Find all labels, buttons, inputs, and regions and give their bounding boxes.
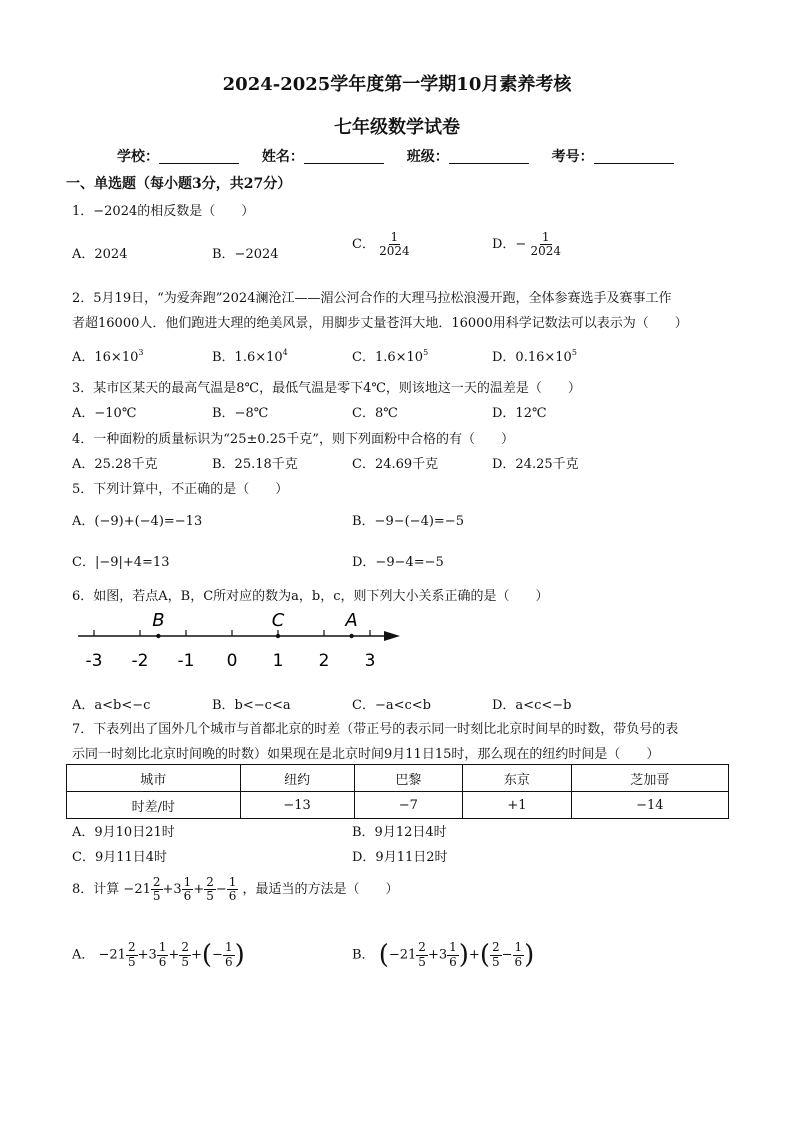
class-field	[407, 146, 529, 166]
q2-option-a-exponent: 3	[138, 348, 144, 357]
q1-option-c-prefix: C．	[352, 237, 375, 253]
q6-option-c: C．−a<c<b	[352, 698, 431, 713]
q6-stem: 6．如图，若点A，B，C所对应的数为a，b，c，则下列大小关系正确的是（ ）	[72, 589, 549, 604]
q2-stem-line2: 者超16000人．他们跑进大理的绝美风景，用脚步丈量苍洱大地．16000用科学记数法可以表示为（ ）	[72, 316, 688, 331]
axis-tick-label: 1	[272, 651, 284, 671]
q4-option-d: D．24.25千克	[492, 457, 579, 472]
q2-option-d	[492, 346, 577, 365]
axis-tick-label: -2	[131, 651, 149, 671]
q3-stem: 3．某市区某天的最高气温是8℃，最低气温是零下4℃，则该地这一天的温差是（ ）	[72, 381, 581, 396]
q1-option-b: B．−2024	[212, 247, 279, 262]
exam-number-label: 考号：	[551, 149, 594, 165]
table-cell: 城市	[67, 765, 241, 792]
q2-option-c-base: C．1.6×10	[352, 350, 424, 365]
axis-tick-label: -1	[177, 651, 195, 671]
class-label: 班级：	[406, 149, 449, 165]
fraction-denominator: 2024	[530, 244, 562, 259]
q6-option-b: B．b<−c<a	[212, 698, 291, 713]
table-cell: −7	[354, 792, 463, 819]
table-cell: 巴黎	[354, 765, 463, 792]
q2-option-c	[352, 346, 428, 365]
q7-option-b: B．9月12日4时	[352, 825, 447, 840]
q8-option-b: B． (−21 $\frac{2}{5}$ +3 $\frac{1}{6}$ )+( $\frac{2}{5}$ − $\frac{1}{6}$ )	[352, 940, 535, 970]
arrow-icon	[384, 631, 400, 641]
q8-option-a: A． −21 $\frac{2}{5}$ +3 $\frac{1}{6}$ + $\frac{2}{5}$ +(− $\frac{1}{6}$ )	[72, 940, 245, 970]
exam-title: 2024-2025学年度第一学期10月素养考核	[222, 74, 572, 95]
point-marker	[156, 634, 160, 638]
point-label: B	[152, 610, 165, 631]
q2-stem-line1: 2．5月19日，“为爱奔跑”2024澜沧江——湄公河合作的大理马拉松浪漫开跑，全体参赛选手及赛事工作	[72, 291, 672, 306]
section-title: 一、单选题（每小题3分，共27分）	[66, 176, 292, 192]
point-marker	[276, 634, 280, 638]
table-cell: 纽约	[240, 765, 354, 792]
school-blank[interactable]	[159, 149, 239, 164]
name-field	[262, 146, 384, 166]
q7-stem-line1: 7．下表列出了国外几个城市与首都北京的时差（带正号的表示同一时刻比北京时间早的时数，带负号的表	[72, 722, 679, 737]
table-header-row	[67, 765, 729, 792]
q8-option-a-prefix: A．	[72, 947, 95, 963]
student-info-row	[117, 146, 692, 166]
school-label: 学校：	[117, 149, 159, 165]
q2-option-d-base: D．0.16×10	[492, 350, 572, 365]
exam-number-field	[552, 146, 674, 166]
time-difference-table	[66, 764, 729, 819]
q4-option-a: A．25.28千克	[72, 457, 158, 472]
axis-tick-label: 3	[364, 651, 376, 671]
q7-option-a: A．9月10日21时	[72, 825, 175, 840]
q3-option-b: B．−8℃	[212, 406, 269, 421]
q1-option-c-fraction	[379, 231, 410, 258]
q5-stem: 5．下列计算中，不正确的是（ ）	[72, 482, 289, 497]
q1-option-d-prefix: D．−	[492, 237, 527, 253]
name-label: 姓名：	[261, 149, 304, 165]
q2-option-b-exponent: 4	[282, 348, 288, 357]
q7-stem-line2: 示同一时刻比北京时间晚的时数）如果现在是北京时间9月11日15时，那么现在的纽约时间是（ ）	[72, 747, 660, 762]
exam-subtitle: 七年级数学试卷	[334, 117, 460, 138]
q5-option-b: B．−9−(−4)=−5	[352, 514, 464, 529]
table-cell: 东京	[463, 765, 572, 792]
q2-option-d-exponent: 5	[571, 348, 577, 357]
school-field	[117, 146, 239, 166]
q5-option-a: A．(−9)+(−4)=−13	[72, 514, 203, 529]
exam-number-blank[interactable]	[594, 149, 674, 164]
point-label: C	[271, 610, 285, 631]
table-cell: 时差/时	[67, 792, 241, 819]
q3-option-d: D．12℃	[492, 406, 547, 421]
q1-option-d-fraction	[530, 231, 561, 258]
q8-option-b-prefix: B．	[352, 947, 375, 963]
fraction-numerator: 1	[541, 230, 550, 244]
point-marker	[349, 634, 353, 638]
table-cell: 芝加哥	[571, 765, 728, 792]
q5-option-d: D．−9−4=−5	[352, 555, 444, 570]
q8-stem	[72, 876, 399, 903]
table-cell: +1	[463, 792, 572, 819]
q2-option-a-base: A．16×10	[72, 350, 139, 365]
table-cell: −13	[240, 792, 354, 819]
number-line-figure	[74, 604, 414, 676]
q2-option-a	[72, 346, 143, 365]
class-blank[interactable]	[449, 149, 529, 164]
q4-option-b: B．25.18千克	[212, 457, 298, 472]
q7-option-c: C．9月11日4时	[72, 850, 168, 865]
q6-option-a: A．a<b<−c	[72, 698, 151, 713]
fraction-denominator: 2024	[379, 244, 410, 259]
axis-tick-label: -3	[85, 651, 103, 671]
q3-option-a: A．−10℃	[72, 406, 137, 421]
axis-tick-label: 0	[226, 651, 238, 671]
point-label: A	[345, 610, 358, 631]
q6-option-d: D．a<c<−b	[492, 698, 572, 713]
q4-stem: 4．一种面粉的质量标识为“25±0.25千克”，则下列面粉中合格的有（ ）	[72, 432, 514, 447]
q3-option-c: C．8℃	[352, 406, 398, 421]
q1-option-a: A．2024	[72, 247, 128, 262]
axis-tick-label: 2	[318, 651, 330, 671]
q8-stem-suffix: ，最适当的方法是（ ）	[242, 882, 399, 898]
q5-option-c: C．|−9|+4=13	[72, 555, 170, 570]
q2-option-c-exponent: 5	[423, 348, 429, 357]
q7-option-d: D．9月11日2时	[352, 850, 448, 865]
fraction-numerator: 1	[390, 230, 399, 244]
table-cell: −14	[571, 792, 728, 819]
q8-expression: −21 $\frac{2}{5}$ +3 $\frac{1}{6}$ + $\frac{2}{5}$ − $\frac{1}{6}$	[123, 875, 237, 904]
q1-stem: 1．−2024的相反数是（ ）	[72, 204, 255, 219]
q1-option-c	[352, 231, 410, 258]
q8-stem-prefix: 8．计算	[72, 882, 120, 898]
name-blank[interactable]	[304, 149, 384, 164]
q2-option-b-base: B．1.6×10	[212, 350, 283, 365]
table-row	[67, 792, 729, 819]
q1-option-d	[492, 231, 561, 258]
q2-option-b	[212, 346, 288, 365]
q4-option-c: C．24.69千克	[352, 457, 439, 472]
